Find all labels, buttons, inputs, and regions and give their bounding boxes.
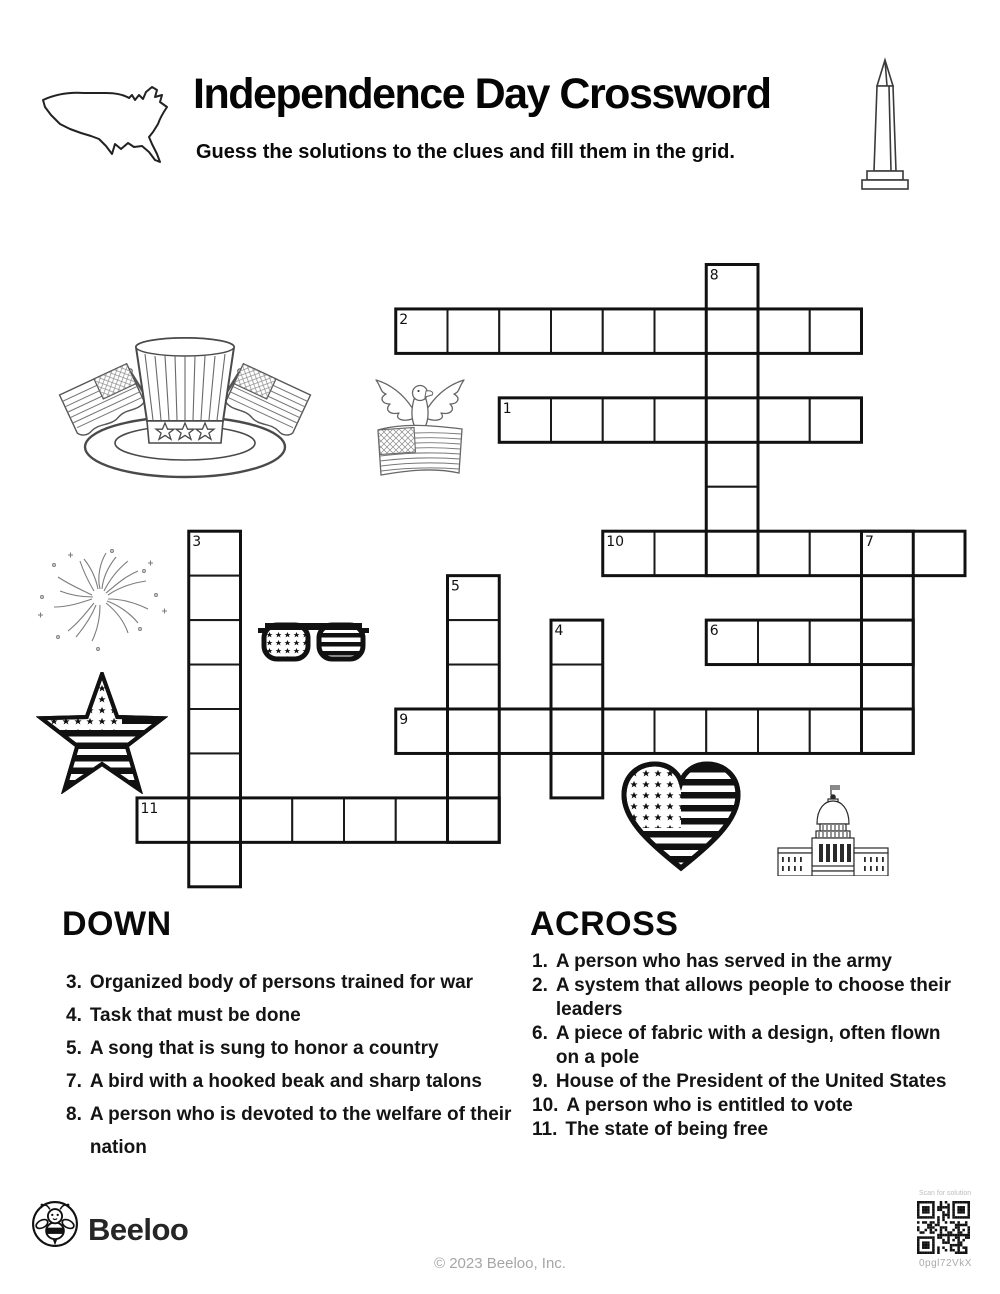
- clue-number-label: 9.: [532, 1071, 548, 1092]
- page-subtitle: Guess the solutions to the clues and fill them in the grid.: [196, 141, 735, 163]
- grid-cell[interactable]: [655, 531, 707, 575]
- grid-cell[interactable]: [810, 309, 862, 353]
- clue-number-label: 6.: [532, 1023, 548, 1044]
- grid-cell[interactable]: [189, 576, 241, 620]
- grid-cell[interactable]: [706, 353, 758, 397]
- grid-cell[interactable]: [913, 531, 965, 575]
- grid-cell[interactable]: [344, 798, 396, 842]
- flag-sunglasses-icon: [256, 615, 371, 667]
- grid-cell[interactable]: [241, 798, 293, 842]
- page-title: Independence Day Crossword: [193, 70, 771, 118]
- down-clue-item: [66, 999, 526, 1032]
- grid-cell[interactable]: [810, 531, 862, 575]
- grid-clue-number: 2: [399, 311, 409, 328]
- grid-cell[interactable]: [758, 620, 810, 664]
- grid-cell[interactable]: [448, 665, 500, 709]
- grid-cell[interactable]: [603, 309, 655, 353]
- clue-text: The state of being free: [565, 1119, 769, 1140]
- qr-code-label: 0pgl72VkX: [919, 1258, 972, 1269]
- down-clue-list: [66, 966, 526, 1164]
- grid-cell[interactable]: [758, 309, 810, 353]
- clue-number-label: 3.: [66, 972, 82, 993]
- grid-cell[interactable]: [499, 709, 551, 753]
- grid-cell[interactable]: [810, 709, 862, 753]
- across-clue-item: [532, 1094, 960, 1118]
- grid-clue-number: 3: [192, 534, 202, 551]
- down-clue-item: [66, 966, 526, 999]
- clue-text: A bird with a hooked beak and sharp talons: [89, 1071, 482, 1092]
- grid-cell[interactable]: [655, 709, 707, 753]
- clue-text: A person who has served in the army: [555, 951, 892, 972]
- grid-cell[interactable]: [862, 620, 914, 664]
- qr-caption: Scan for solution: [919, 1190, 972, 1197]
- grid-cell[interactable]: [448, 798, 500, 842]
- qr-code-icon: [917, 1201, 970, 1254]
- grid-cell[interactable]: [448, 620, 500, 664]
- grid-cell[interactable]: [862, 576, 914, 620]
- grid-cell[interactable]: [551, 665, 603, 709]
- grid-clue-number: 7: [865, 534, 874, 551]
- grid-cell[interactable]: [189, 620, 241, 664]
- clue-text: A person who is devoted to the welfare of their nation: [89, 1104, 512, 1158]
- grid-cell[interactable]: [189, 665, 241, 709]
- grid-cell[interactable]: [758, 709, 810, 753]
- grid-cell[interactable]: [810, 620, 862, 664]
- grid-cell[interactable]: [448, 753, 500, 797]
- down-clue-item: [66, 1098, 526, 1164]
- clue-number-label: 11.: [532, 1119, 558, 1140]
- grid-clue-number: 8: [709, 267, 719, 284]
- clue-number-label: 2.: [532, 975, 548, 996]
- across-clue-item: [532, 1070, 960, 1094]
- across-clue-item: [532, 1118, 960, 1142]
- across-clue-item: [532, 974, 960, 1022]
- clue-number-label: 4.: [66, 1005, 82, 1026]
- clue-number-label: 7.: [66, 1071, 82, 1092]
- grid-cell[interactable]: [706, 398, 758, 442]
- grid-cell[interactable]: [810, 398, 862, 442]
- grid-cell[interactable]: [603, 709, 655, 753]
- clue-text: Organized body of persons trained for war: [89, 972, 474, 993]
- clue-text: A system that allows people to choose their leaders: [555, 975, 952, 1020]
- grid-cell[interactable]: [655, 309, 707, 353]
- grid-cell[interactable]: [758, 398, 810, 442]
- clue-text: A song that is sung to honor a country: [89, 1038, 439, 1059]
- grid-cell[interactable]: [189, 798, 241, 842]
- grid-cell[interactable]: [551, 709, 603, 753]
- eagle-on-flag-icon: [366, 366, 474, 481]
- down-section: [62, 905, 172, 944]
- grid-clue-number: 11: [140, 800, 159, 817]
- grid-cell[interactable]: [706, 442, 758, 486]
- clue-number-label: 5.: [66, 1038, 82, 1059]
- uncle-sam-hat-with-flags-icon: [50, 333, 320, 483]
- down-clue-item: [66, 1032, 526, 1065]
- grid-cell[interactable]: [551, 753, 603, 797]
- grid-clue-number: 6: [709, 623, 719, 640]
- grid-cell[interactable]: [396, 798, 448, 842]
- grid-clue-number: 10: [606, 534, 625, 551]
- across-clue-item: [532, 1022, 960, 1070]
- across-clue-list: [532, 950, 960, 1142]
- grid-cell[interactable]: [189, 842, 241, 886]
- copyright-text: © 2023 Beeloo, Inc.: [434, 1255, 566, 1272]
- grid-clue-number: 5: [451, 578, 460, 595]
- clue-text: A piece of fabric with a design, often flown on a pole: [555, 1023, 941, 1068]
- grid-cell[interactable]: [448, 709, 500, 753]
- grid-clue-number: 9: [399, 712, 409, 728]
- fireworks-icon: [28, 545, 173, 655]
- grid-cell[interactable]: [655, 398, 707, 442]
- grid-cell[interactable]: [189, 753, 241, 797]
- down-clue-item: [66, 1065, 526, 1098]
- down-heading: DOWN: [62, 905, 172, 943]
- grid-cell[interactable]: [448, 309, 500, 353]
- clue-text: Task that must be done: [89, 1005, 301, 1026]
- grid-cell[interactable]: [499, 309, 551, 353]
- grid-cell[interactable]: [706, 487, 758, 531]
- clue-text: A person who is entitled to vote: [566, 1095, 853, 1116]
- grid-cell[interactable]: [189, 709, 241, 753]
- clue-number-label: 8.: [66, 1104, 82, 1125]
- grid-cell[interactable]: [862, 709, 914, 753]
- grid-cell[interactable]: [706, 309, 758, 353]
- clue-number-label: 1.: [532, 951, 548, 972]
- across-heading: ACROSS: [530, 905, 679, 943]
- grid-cell[interactable]: [862, 665, 914, 709]
- grid-cell[interactable]: [551, 398, 603, 442]
- across-section: [530, 905, 678, 944]
- brand-name: Beeloo: [88, 1212, 189, 1247]
- bee-logo-icon: [31, 1200, 79, 1248]
- grid-clue-number: 4: [554, 623, 564, 640]
- grid-cell[interactable]: [603, 398, 655, 442]
- clue-text: House of the President of the United States: [555, 1071, 947, 1092]
- us-capitol-icon: [772, 782, 894, 876]
- grid-cell[interactable]: [292, 798, 344, 842]
- grid-cell[interactable]: [551, 309, 603, 353]
- across-clue-item: [532, 950, 960, 974]
- flag-heart-icon: [616, 757, 746, 879]
- clue-number-label: 10.: [532, 1095, 559, 1116]
- grid-cell[interactable]: [758, 531, 810, 575]
- grid-clue-number: 1: [502, 400, 512, 417]
- patriotic-star-icon: [36, 672, 168, 794]
- grid-cell[interactable]: [706, 709, 758, 753]
- grid-cell[interactable]: [706, 531, 758, 575]
